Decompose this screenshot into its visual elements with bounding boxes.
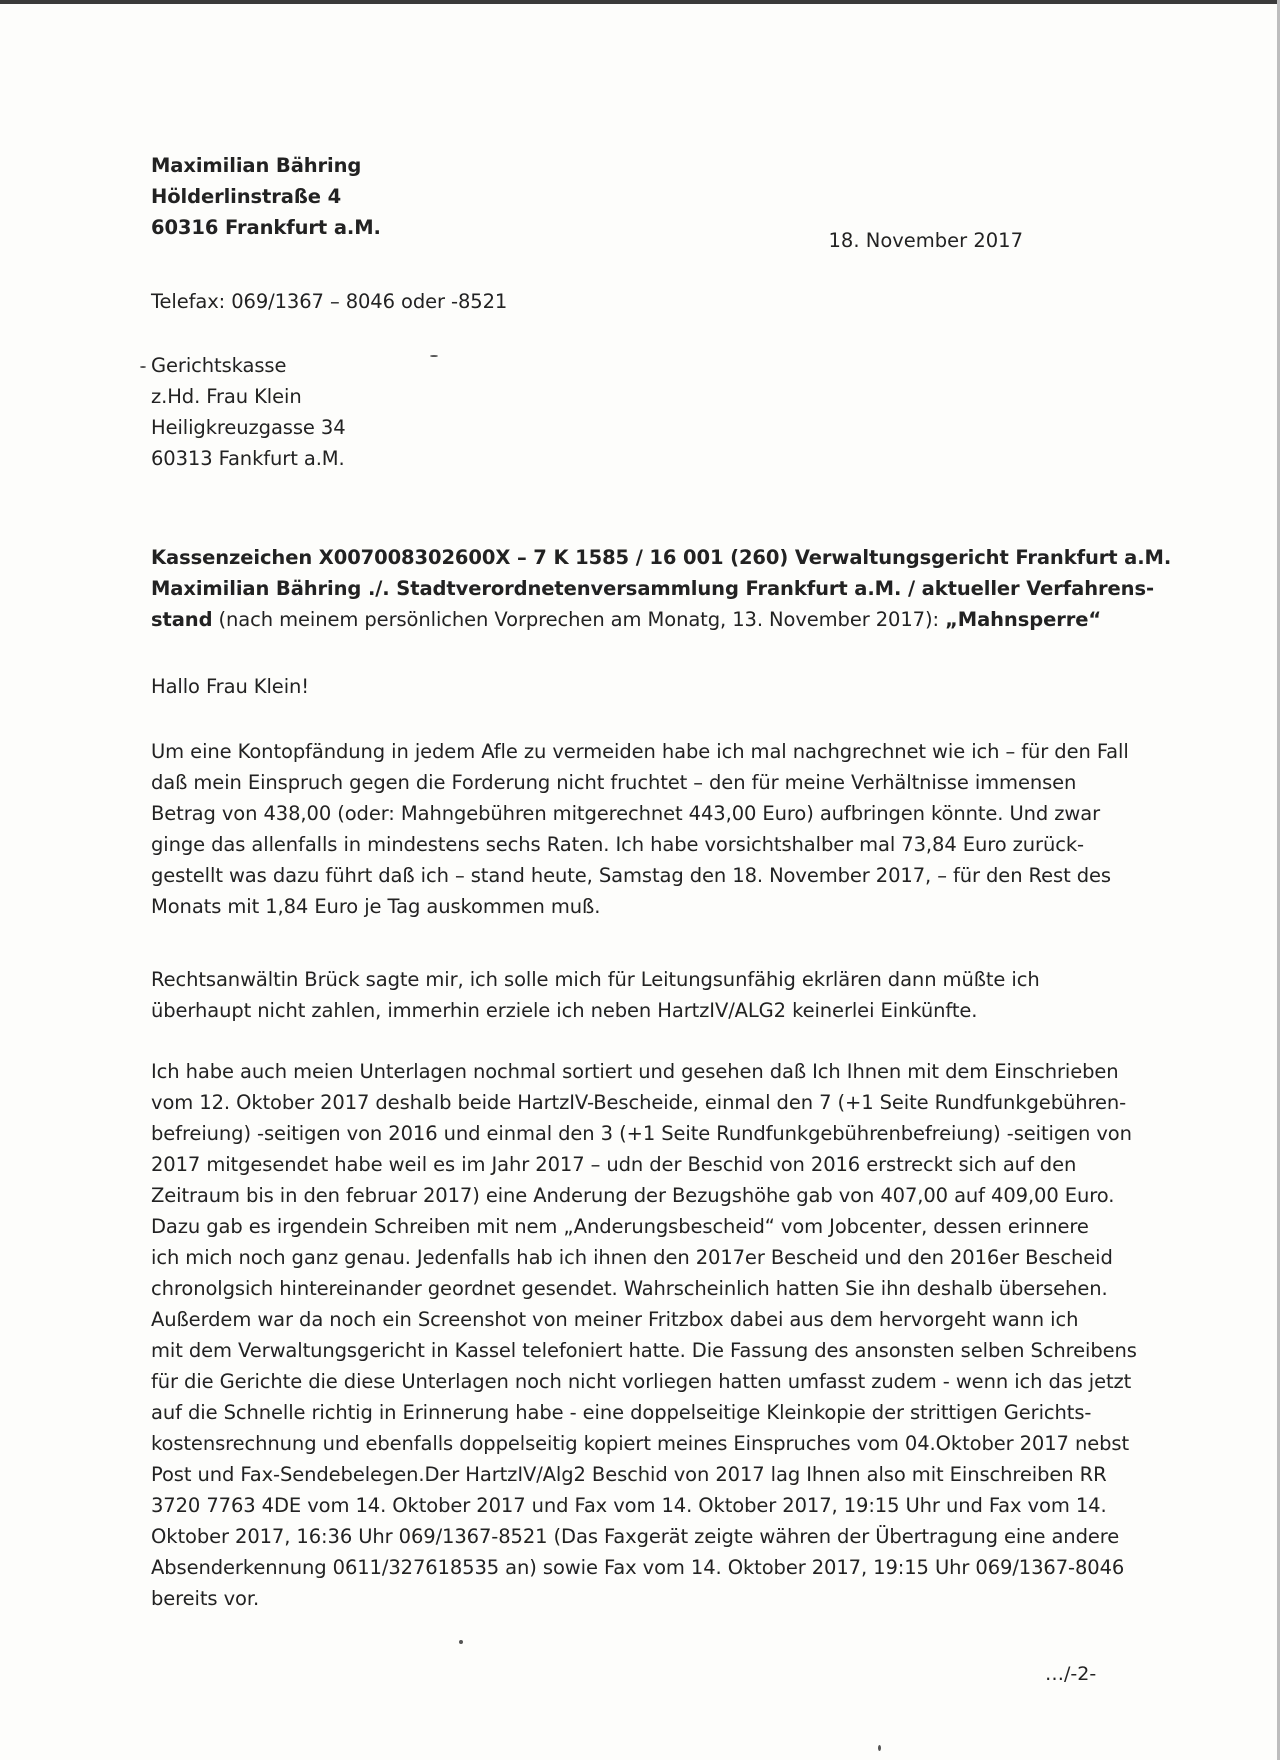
subject-line-3-start: stand	[151, 608, 213, 631]
paragraph-line: vom 12. Oktober 2017 deshalb beide HartzIV-Bescheide, einmal den 7 (+1 Seite Rundfunkgebühren-	[151, 1091, 1127, 1114]
paragraph-line: kostensrechnung und ebenfalls doppelseitig kopiert meines Einspruches vom 04.Oktober 2017 nebst	[151, 1432, 1129, 1455]
paragraph-line: Außerdem war da noch ein Screenshot von meiner Fritzbox dabei aus dem hervorgeht wann ich	[151, 1308, 1079, 1331]
paragraph-line: Absenderkennung 0611/327618535 an) sowie Fax vom 14. Oktober 2017, 19:15 Uhr 069/1367-8046	[151, 1556, 1125, 1579]
paragraph-line: Betrag von 438,00 (oder: Mahngebühren mitgerechnet 443,00 Euro) aufbringen könnte. Und zwar	[151, 802, 1101, 825]
paragraph-line: Post und Fax-Sendebelegen.Der HartzIV/Alg2 Beschid von 2017 lag Ihnen also mit Einschreiben RR	[151, 1463, 1107, 1486]
subject-line-1: Kassenzeichen X007008302600X – 7 K 1585 / 16 001 (260) Verwaltungsgericht Frankfurt a.M.	[151, 546, 1172, 569]
subject-line-3-end: „Mahnsperre“	[945, 608, 1102, 631]
subject-block	[151, 542, 1171, 635]
paragraph-line: chronolgsich hintereinander geordnet gesendet. Wahrscheinlich hatten Sie ihn deshalb übersehen.	[151, 1277, 1108, 1300]
subject-line-3-middle: (nach meinem persönlichen Vorprechen am Monatg, 13. November 2017):	[212, 608, 946, 631]
paragraph-line: Oktober 2017, 16:36 Uhr 069/1367-8521 (Das Faxgerät zeigte währen der Übertragung eine andere	[151, 1525, 1120, 1548]
paragraph-line: mit dem Verwaltungsgericht in Kassel telefoniert hatte. Die Fassung des ansonsten selben Schreibens	[151, 1339, 1137, 1362]
scan-speck	[140, 366, 146, 368]
scan-speck	[430, 355, 438, 357]
paragraph-line: Ich habe auch meien Unterlagen nochmal sortiert und gesehen daß Ich Ihnen mit dem Einschrieben	[151, 1060, 1119, 1083]
paragraph-line: überhaupt nicht zahlen, immerhin erziele ich neben HartzIV/ALG2 keinerlei Einkünfte.	[151, 999, 978, 1022]
paragraph-line: für die Gerichte die diese Unterlagen noch nicht vorliegen hatten umfasst zudem - wenn ich das jetzt	[151, 1370, 1132, 1393]
scan-speck	[459, 1640, 463, 1644]
letter-date: 18. November 2017	[828, 229, 1023, 252]
scan-speck	[878, 1745, 881, 1751]
recipient-line-4: 60313 Fankfurt a.M.	[151, 447, 345, 470]
sender-city: 60316 Frankfurt a.M.	[151, 216, 381, 239]
paragraph-line: befreiung) -seitigen von 2016 und einmal den 3 (+1 Seite Rundfunkgebührenbefreiung) -seitigen von	[151, 1122, 1132, 1145]
sender-street: Hölderlinstraße 4	[151, 185, 342, 208]
paragraph-line: 2017 mitgesendet habe weil es im Jahr 2017 – udn der Beschid von 2016 erstreckt sich auf den	[151, 1153, 1077, 1176]
sender-name: Maximilian Bähring	[151, 154, 362, 177]
paragraph-line: Zeitraum bis in den februar 2017) eine Anderung der Bezugshöhe gab von 407,00 auf 409,00 Euro.	[151, 1184, 1115, 1207]
paragraph-line: bereits vor.	[151, 1587, 260, 1610]
paragraph-1	[151, 736, 1129, 922]
paragraph-line: daß mein Einspruch gegen die Forderung nicht fruchtet – den für meine Verhältnisse immensen	[151, 771, 1077, 794]
page-indicator: …/-2-	[1045, 1663, 1097, 1685]
paragraph-line: Rechtsanwältin Brück sagte mir, ich solle mich für Leitungsunfähig ekrlären dann müßte ich	[151, 968, 1040, 991]
subject-line-2: Maximilian Bähring ./. Stadtverordnetenversammlung Frankfurt a.M. / aktueller Verfahrens-	[151, 577, 1154, 600]
recipient-line-3: Heiligkreuzgasse 34	[151, 416, 346, 439]
telefax-line: Telefax: 069/1367 – 8046 oder -8521	[151, 290, 508, 313]
paragraph-line: Monats mit 1,84 Euro je Tag auskommen muß.	[151, 895, 601, 918]
paragraph-line: 3720 7763 4DE vom 14. Oktober 2017 und Fax vom 14. Oktober 2017, 19:15 Uhr und Fax vom 14.	[151, 1494, 1107, 1517]
sender-address	[151, 150, 381, 243]
paragraph-line: Um eine Kontopfändung in jedem Afle zu vermeiden habe ich mal nachgrechnet wie ich – für den Fall	[151, 740, 1129, 763]
scan-edge-top	[0, 0, 1280, 4]
recipient-address	[151, 350, 346, 474]
recipient-line-2: z.Hd. Frau Klein	[151, 385, 302, 408]
paragraph-line: ginge das allenfalls in mindestens sechs Raten. Ich habe vorsichtshalber mal 73,84 Euro zurück-	[151, 833, 1084, 856]
paragraph-line: ich mich noch ganz genau. Jedenfalls hab ich ihnen den 2017er Bescheid und den 2016er Bescheid	[151, 1246, 1113, 1269]
recipient-line-1: Gerichtskasse	[151, 354, 287, 377]
salutation: Hallo Frau Klein!	[151, 675, 309, 698]
paragraph-2	[151, 964, 1040, 1026]
paragraph-line: auf die Schnelle richtig in Erinnerung habe - eine doppelseitige Kleinkopie der strittigen Gerichts-	[151, 1401, 1092, 1424]
paragraph-line: Dazu gab es irgendein Schreiben mit nem „Anderungsbescheid“ vom Jobcenter, dessen erinnere	[151, 1215, 1089, 1238]
subject-line-3	[151, 604, 1171, 635]
paragraph-line: gestellt was dazu führt daß ich – stand heute, Samstag den 18. November 2017, – für den Rest des	[151, 864, 1111, 887]
paragraph-3	[151, 1056, 1137, 1614]
